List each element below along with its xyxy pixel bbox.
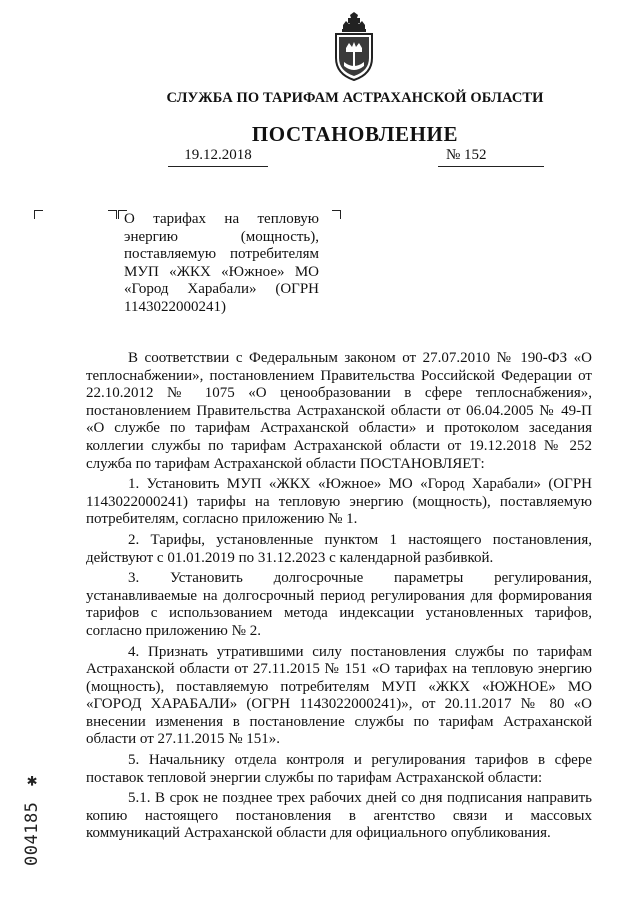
- document-subject: [124, 211, 319, 317]
- subject-line: поставляемую потребителям: [124, 246, 319, 263]
- body-paragraph-1: 1. Установить МУП «ЖКХ «Южное» МО «Город Харабали» (ОГРН 1143022000241) тарифы на тепловую энергию (мощность), поставляемую потребителям, согласно приложению № 1.: [86, 476, 592, 528]
- document-number: № 152: [446, 147, 487, 163]
- subject-line: МУП «ЖКХ «Южное» МО: [124, 263, 319, 280]
- body-paragraph-4: 4. Признать утратившими силу постановления службы по тарифам Астраханской области от 27.11.2015 № 151 «О тарифах на тепловую энергию (мощность), поставляемую потребителям МУП «ЖКХ «ЮЖНОЕ» МО «ГОРОД ХАРАБАЛИ» (ОГРН 1143022000241)», от 20.11.2017 № 80 «О внесении изменения в постановление службы по тарифам Астраханской области от 27.11.2015 № 151».: [86, 643, 592, 748]
- corner-mark-left: [34, 210, 43, 219]
- body-paragraph-2: 2. Тарифы, установленные пунктом 1 настоящего постановления, действуют с 01.01.2019 по 31.12.2023 с календарной разбивкой.: [86, 531, 592, 566]
- document-body: [86, 350, 592, 846]
- body-paragraph-3: 3. Установить долгосрочные параметры регулирования, устанавливаемые на долгосрочный период регулирования для формирования тарифов с использованием метода индексации установленных тарифов, согласно приложению № 2.: [86, 570, 592, 639]
- body-paragraph-preamble: В соответствии с Федеральным законом от 27.07.2010 № 190-ФЗ «О теплоснабжении», постановлением Правительства Российской Федерации от 22.10.2012 № 1075 «О ценообразовании в сфере теплоснабжения», постановлением Правительства Астраханской области от 06.04.2005 № 49-П «О службе по тарифам Астраханской области» и протоколом заседания коллегии службы по тарифам Астраханской области от 19.12.2018 № 252 служба по тарифам Астраханской области ПОСТАНОВЛЯЕТ:: [86, 350, 592, 472]
- organization-title: СЛУЖБА ПО ТАРИФАМ АСТРАХАНСКОЙ ОБЛАСТИ: [166, 90, 544, 106]
- subject-line: О тарифах на тепловую: [124, 211, 319, 227]
- document-date: 19.12.2018: [184, 147, 252, 163]
- coat-of-arms-icon: [331, 12, 377, 82]
- subject-line: энергию (мощность),: [124, 228, 319, 245]
- body-paragraph-5: 5. Начальнику отдела контроля и регулирования тарифов в сфере поставок тепловой энергии службы по тарифам Астраханской области:: [86, 752, 592, 786]
- body-paragraph-5-1: 5.1. В срок не позднее трех рабочих дней со дня подписания направить копию настоящего постановления в агентство связи и массовых коммуникаций Астраханской области для официального опубликования.: [86, 790, 592, 842]
- serial-stamp: 004185 ✱: [22, 770, 42, 866]
- number-underline: [438, 166, 544, 167]
- corner-mark-subject-right: [332, 210, 341, 219]
- subject-line: 1143022000241): [124, 298, 226, 315]
- date-underline: [168, 166, 268, 167]
- subject-line: «Город Харабали» (ОГРН: [124, 281, 319, 298]
- document-type-heading: ПОСТАНОВЛЕНИЕ: [251, 122, 459, 146]
- corner-mark-subject-left: [108, 210, 117, 219]
